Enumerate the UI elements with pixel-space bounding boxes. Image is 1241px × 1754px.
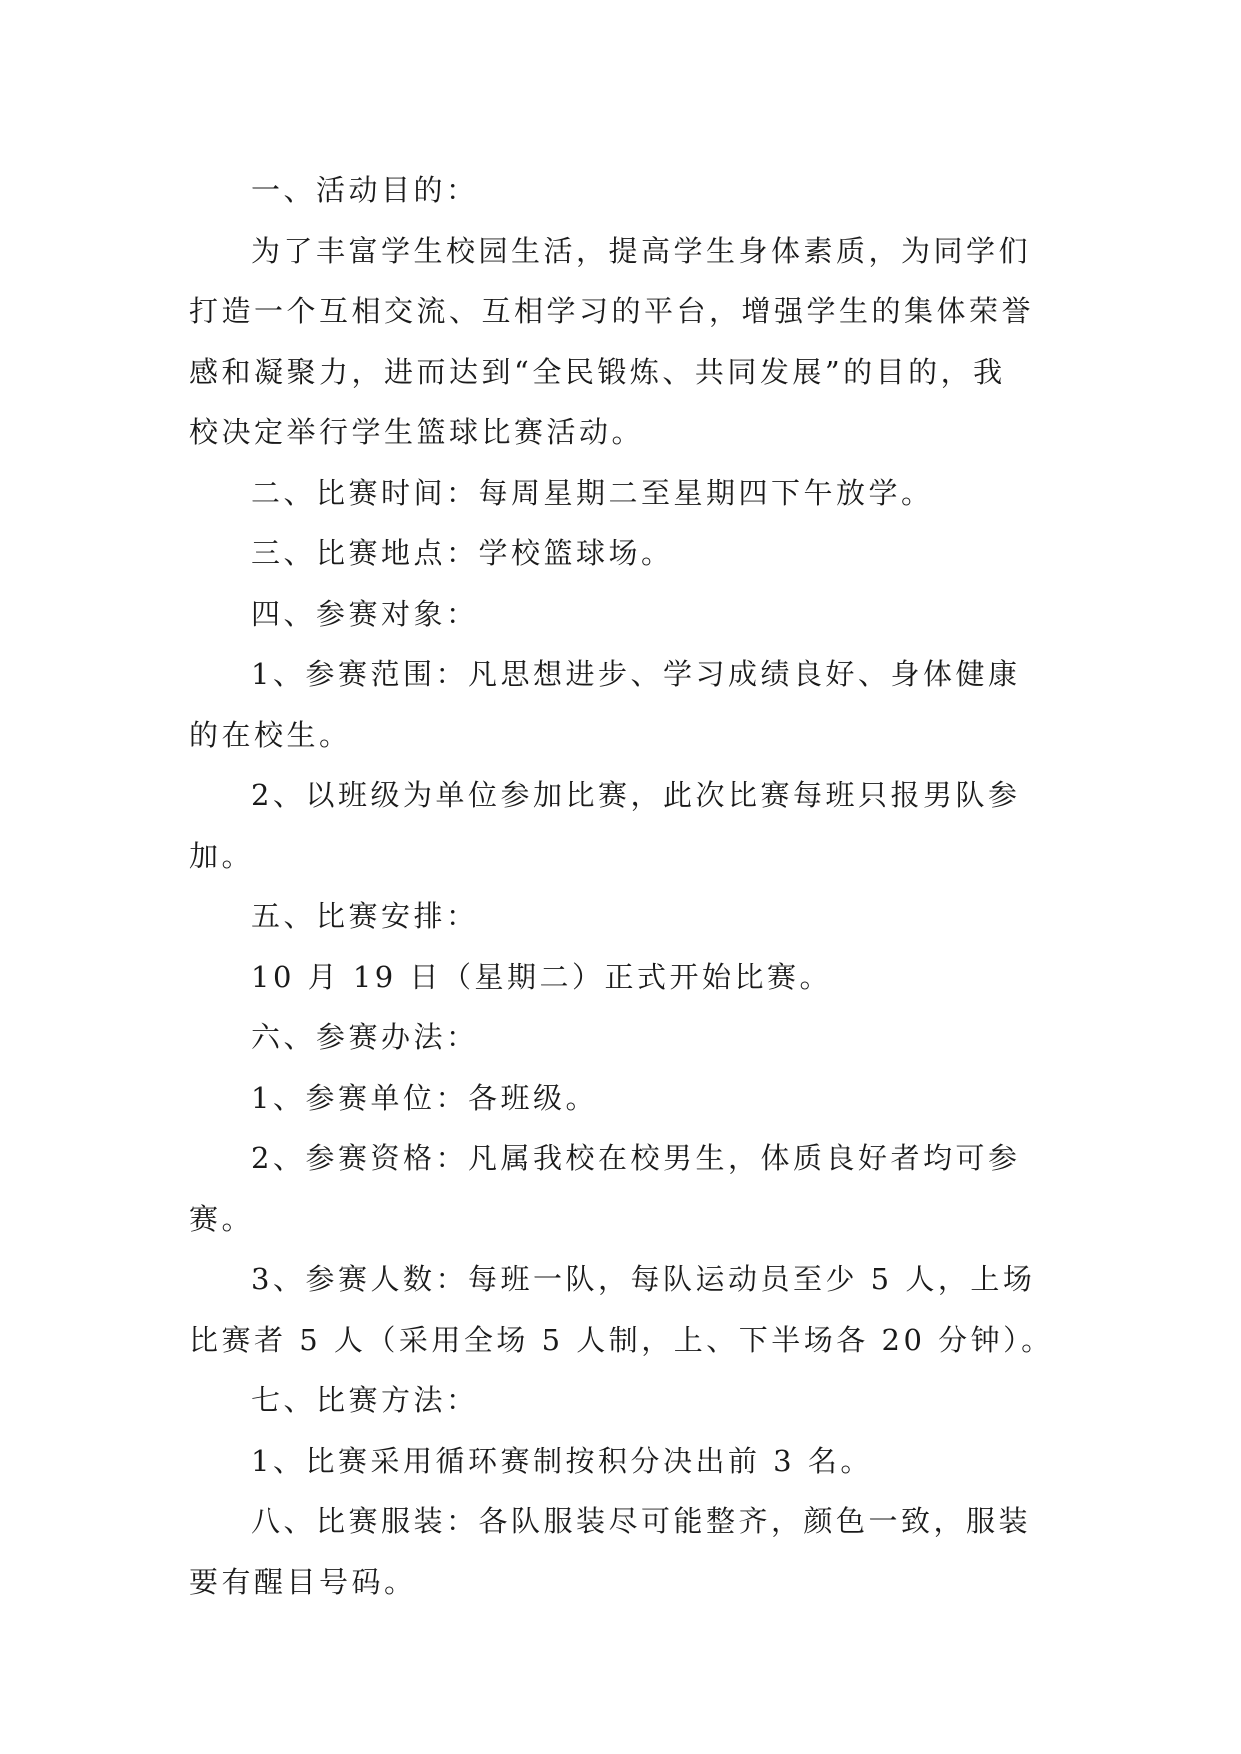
heading-method xyxy=(189,1007,1051,1068)
text-line: 2、参赛资格：凡属我校在校男生，体质良好者均可参 xyxy=(251,1141,1021,1175)
text-line: 一、活动目的： xyxy=(251,173,479,207)
text-line: 校决定举行学生篮球比赛活动。 xyxy=(189,415,645,449)
paragraph-class-unit xyxy=(189,765,1051,886)
paragraph-team-size xyxy=(189,1249,1054,1370)
text-line: 四、参赛对象： xyxy=(251,596,479,631)
paragraph-eligibility xyxy=(189,1128,1051,1249)
text-line: 打造一个互相交流、互相学习的平台，增强学生的集体荣誉 xyxy=(189,294,1035,328)
text-line: 要有醒目号码。 xyxy=(189,1564,417,1599)
paragraph-uniform xyxy=(189,1491,1051,1612)
text-line: 的在校生。 xyxy=(189,717,352,752)
text-line: 赛。 xyxy=(189,1201,255,1236)
text-line: 六、参赛办法： xyxy=(251,1020,479,1054)
text-line: 2、以班级为单位参加比赛，此次比赛每班只报男队参 xyxy=(251,778,1021,812)
text-line: 三、比赛地点：学校篮球场。 xyxy=(251,536,674,570)
paragraph-units xyxy=(189,1068,1051,1129)
text-line: 加。 xyxy=(189,838,255,873)
text-line: 为了丰富学生校园生活，提高学生身体素质，为同学们 xyxy=(251,233,1032,268)
text-line: 感和凝聚力，进而达到“全民锻炼、共同发展”的目的，我 xyxy=(189,354,1006,389)
paragraph-purpose xyxy=(189,221,1051,463)
text-line: 10 月 19 日（星期二）正式开始比赛。 xyxy=(251,959,832,994)
document-body xyxy=(189,160,1054,1612)
text-line: 1、参赛范围：凡思想进步、学习成绩良好、身体健康 xyxy=(251,657,1021,691)
heading-venue xyxy=(189,523,1051,584)
text-line: 3、参赛人数：每班一队，每队运动员至少 5 人，上场 xyxy=(251,1262,1036,1296)
heading-schedule xyxy=(189,886,1051,947)
heading-time xyxy=(189,463,1051,524)
text-line: 1、参赛单位：各班级。 xyxy=(251,1080,598,1115)
heading-purpose xyxy=(189,160,1051,221)
text-line: 八、比赛服装：各队服装尽可能整齐，颜色一致，服装 xyxy=(251,1504,1032,1538)
text-line: 比赛者 5 人（采用全场 5 人制，上、下半场各 20 分钟）。 xyxy=(189,1322,1054,1357)
paragraph-round-robin xyxy=(189,1431,1051,1492)
text-line: 二、比赛时间：每周星期二至星期四下午放学。 xyxy=(251,475,934,510)
text-line: 五、比赛安排： xyxy=(251,899,479,933)
heading-participants xyxy=(189,584,1051,645)
heading-format xyxy=(189,1370,1051,1431)
text-line: 七、比赛方法： xyxy=(251,1383,479,1417)
text-line: 1、比赛采用循环赛制按积分决出前 3 名。 xyxy=(251,1443,873,1478)
paragraph-start-date xyxy=(189,947,1051,1008)
paragraph-scope xyxy=(189,644,1051,765)
